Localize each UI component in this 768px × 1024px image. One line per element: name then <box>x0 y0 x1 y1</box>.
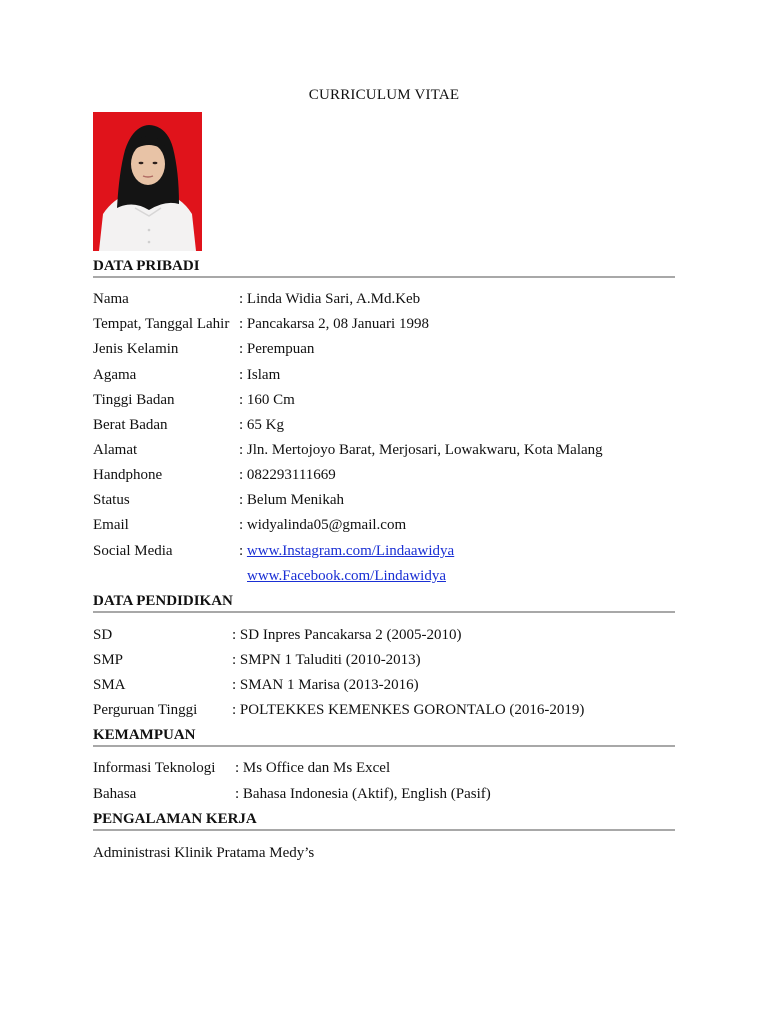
experience-item: Administrasi Klinik Pratama Medy’s <box>93 845 315 861</box>
row-value: : Ms Office dan Ms Excel <box>235 760 391 776</box>
instagram-link[interactable]: www.Instagram.com/Lindaawidya <box>246 543 455 559</box>
row-label: Email <box>93 517 129 533</box>
row-value <box>239 543 454 560</box>
row-label: Social Media <box>93 543 173 559</box>
row-label: Tinggi Badan <box>93 392 175 408</box>
section-heading-skills: KEMAMPUAN <box>93 727 196 743</box>
row-value: : SD Inpres Pancakarsa 2 (2005-2010) <box>232 627 462 643</box>
section-divider <box>93 745 675 747</box>
row-value: : Perempuan <box>239 341 315 357</box>
row-label: Informasi Teknologi <box>93 760 216 776</box>
row-label: Berat Badan <box>93 417 168 433</box>
row-label: SMP <box>93 652 124 668</box>
row-value: : 160 Cm <box>239 392 295 408</box>
row-label: Alamat <box>93 442 138 458</box>
section-heading-education: DATA PENDIDIKAN <box>93 593 233 609</box>
row-label: Status <box>93 492 130 508</box>
social-colon: : <box>239 543 247 559</box>
row-label: Jenis Kelamin <box>93 341 179 357</box>
row-value: : Linda Widia Sari, A.Md.Keb <box>239 291 421 307</box>
row-value: : Jln. Mertojoyo Barat, Merjosari, Lowakwaru, Kota Malang <box>239 442 603 458</box>
row-value: : SMAN 1 Marisa (2013-2016) <box>232 677 419 693</box>
page-title: CURRICULUM VITAE <box>308 87 460 103</box>
row-label: SMA <box>93 677 126 693</box>
section-divider <box>93 829 675 831</box>
facebook-link[interactable]: www.Facebook.com/Lindawidya <box>247 568 446 584</box>
section-heading-personal: DATA PRIBADI <box>93 258 200 274</box>
row-value: : Pancakarsa 2, 08 Januari 1998 <box>239 316 429 332</box>
row-value: : 65 Kg <box>239 417 284 433</box>
row-label: Agama <box>93 367 137 383</box>
row-label: Nama <box>93 291 129 307</box>
row-label: Handphone <box>93 467 163 483</box>
row-value: : 082293111669 <box>239 467 336 483</box>
row-value: : Belum Menikah <box>239 492 344 508</box>
row-value: : widyalinda05@gmail.com <box>239 517 407 533</box>
row-value: : POLTEKKES KEMENKES GORONTALO (2016-2019) <box>232 702 585 718</box>
section-divider <box>93 611 675 613</box>
row-value: : SMPN 1 Taluditi (2010-2013) <box>232 652 421 668</box>
row-label: Tempat, Tanggal Lahir <box>93 316 230 332</box>
row-value: : Islam <box>239 367 281 383</box>
section-divider <box>93 276 675 278</box>
row-label: Bahasa <box>93 786 137 802</box>
row-label: Perguruan Tinggi <box>93 702 198 718</box>
section-heading-experience: PENGALAMAN KERJA <box>93 811 257 827</box>
row-label: SD <box>93 627 113 643</box>
profile-photo <box>93 112 202 251</box>
row-value: : Bahasa Indonesia (Aktif), English (Pasif) <box>235 786 491 802</box>
